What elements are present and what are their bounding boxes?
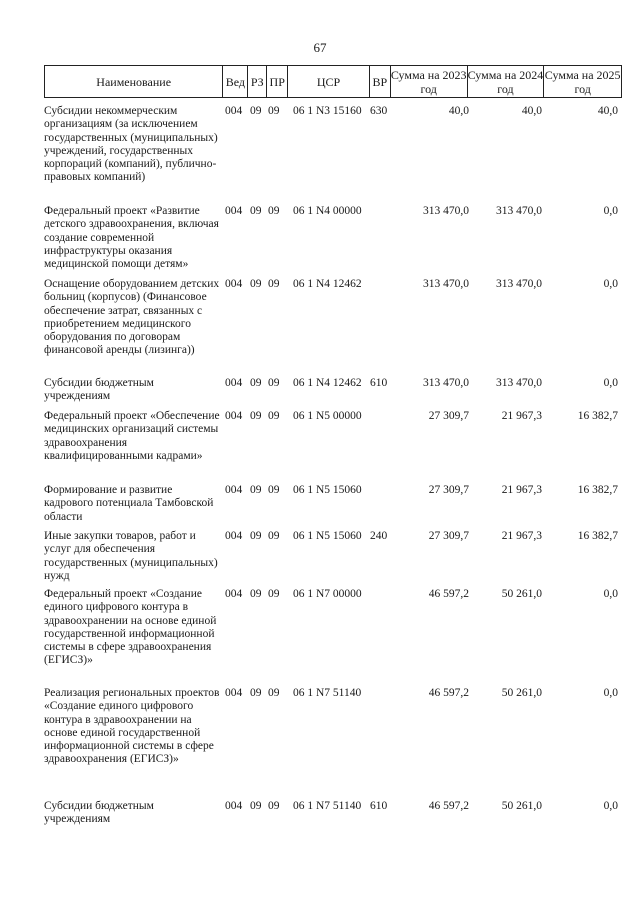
row-vr: 610 [370, 800, 388, 812]
row-pr: 09 [268, 687, 280, 699]
row-csr: 06 1 N5 15060 [293, 530, 362, 542]
row-vr: 240 [370, 530, 388, 542]
row-sum-2023: 40,0 [448, 105, 469, 117]
row-sum-2024: 50 261,0 [501, 800, 542, 812]
row-sum-2025: 0,0 [603, 588, 618, 600]
row-sum-2023: 27 309,7 [428, 410, 469, 422]
row-rz: 09 [250, 205, 262, 217]
row-name: Федеральный проект «Обеспечение медицинских организаций системы здравоохранения квалифицированными кадрами» [44, 410, 220, 462]
row-sum-2024: 313 470,0 [496, 278, 542, 290]
row-rz: 09 [250, 687, 262, 699]
row-vr: 610 [370, 377, 388, 389]
row-ved: 004 [225, 105, 243, 117]
row-ved: 004 [225, 278, 243, 290]
row-sum-2023: 46 597,2 [428, 800, 469, 812]
header-sum-2023: Сумма на 2023 год [390, 67, 467, 96]
row-pr: 09 [268, 530, 280, 542]
row-name: Федеральный проект «Развитие детского здравоохранения, включая создание современной инфраструктуры оказания медицинской помощи детям» [44, 205, 219, 271]
row-sum-2023: 46 597,2 [428, 687, 469, 699]
row-pr: 09 [268, 484, 280, 496]
row-pr: 09 [268, 105, 280, 117]
row-csr: 06 1 N3 15160 [293, 105, 362, 117]
row-ved: 004 [225, 377, 243, 389]
row-vr: 630 [370, 105, 388, 117]
row-name: Субсидии некоммерческим организациям (за исключением государственных (муниципальных) учреждений, государственных корпораций (компаний), публично-правовых компаний) [44, 105, 218, 184]
row-rz: 09 [250, 588, 262, 600]
row-sum-2024: 50 261,0 [501, 687, 542, 699]
row-sum-2024: 21 967,3 [501, 530, 542, 542]
row-csr: 06 1 N4 12462 [293, 377, 362, 389]
row-sum-2025: 0,0 [603, 377, 618, 389]
row-ved: 004 [225, 530, 243, 542]
page-number: 67 [313, 40, 327, 55]
row-sum-2025: 0,0 [603, 800, 618, 812]
row-rz: 09 [250, 278, 262, 290]
row-name: Иные закупки товаров, работ и услуг для обеспечения государственных (муниципальных) нужд [44, 530, 218, 582]
row-sum-2025: 0,0 [603, 205, 618, 217]
row-csr: 06 1 N4 12462 [293, 278, 362, 290]
row-pr: 09 [268, 205, 280, 217]
row-csr: 06 1 N7 00000 [293, 588, 362, 600]
header-sum-2025: Сумма на 2025 год [544, 67, 621, 96]
row-ved: 004 [225, 588, 243, 600]
row-sum-2025: 16 382,7 [577, 484, 618, 496]
row-sum-2023: 46 597,2 [428, 588, 469, 600]
row-sum-2023: 313 470,0 [423, 377, 469, 389]
row-csr: 06 1 N7 51140 [293, 800, 362, 812]
header-pr: ПР [267, 66, 288, 97]
row-ved: 004 [225, 205, 243, 217]
row-pr: 09 [268, 588, 280, 600]
row-sum-2025: 16 382,7 [577, 410, 618, 422]
row-name: Федеральный проект «Создание единого цифрового контура в здравоохранении на основе единой государственной информационной системы в сфере здравоохранения (ЕГИСЗ)» [44, 588, 217, 667]
row-sum-2023: 27 309,7 [428, 530, 469, 542]
row-sum-2025: 16 382,7 [577, 530, 618, 542]
header-csr: ЦСР [288, 66, 370, 97]
row-rz: 09 [250, 484, 262, 496]
row-sum-2025: 0,0 [603, 687, 618, 699]
row-sum-2024: 313 470,0 [496, 205, 542, 217]
row-rz: 09 [250, 105, 262, 117]
row-csr: 06 1 N5 15060 [293, 484, 362, 496]
row-sum-2023: 313 470,0 [423, 278, 469, 290]
header-rz: РЗ [248, 66, 267, 97]
row-sum-2023: 27 309,7 [428, 484, 469, 496]
row-csr: 06 1 N4 00000 [293, 205, 362, 217]
row-name: Субсидии бюджетным учреждениям [44, 377, 154, 403]
row-name: Оснащение оборудованием детских больниц (корпусов) (Финансовое обеспечение затрат, связанных с приобретением медицинского оборудования по договорам финансовой аренды (лизинга)) [44, 278, 220, 357]
row-csr: 06 1 N5 00000 [293, 410, 362, 422]
row-csr: 06 1 N7 51140 [293, 687, 362, 699]
row-sum-2024: 40,0 [521, 105, 542, 117]
row-rz: 09 [250, 410, 262, 422]
row-sum-2024: 313 470,0 [496, 377, 542, 389]
row-ved: 004 [225, 410, 243, 422]
row-pr: 09 [268, 377, 280, 389]
row-rz: 09 [250, 530, 262, 542]
row-ved: 004 [225, 800, 243, 812]
header-vr: ВР [370, 66, 391, 97]
header-sum-2024: Сумма на 2024 год [467, 67, 544, 96]
row-name: Формирование и развитие кадрового потенциала Тамбовской области [44, 484, 214, 523]
row-pr: 09 [268, 410, 280, 422]
row-sum-2025: 40,0 [597, 105, 618, 117]
row-pr: 09 [268, 800, 280, 812]
row-sum-2024: 50 261,0 [501, 588, 542, 600]
row-pr: 09 [268, 278, 280, 290]
row-name: Субсидии бюджетным учреждениям [44, 800, 154, 826]
row-sum-2023: 313 470,0 [423, 205, 469, 217]
row-name: Реализация региональных проектов «Создание единого цифрового контура в здравоохранении на основе единой государственной информационной системы в сфере здравоохранения (ЕГИСЗ)» [44, 687, 220, 766]
row-ved: 004 [225, 687, 243, 699]
row-sum-2024: 21 967,3 [501, 484, 542, 496]
header-ved: Вед [223, 66, 248, 97]
row-ved: 004 [225, 484, 243, 496]
table-header [44, 65, 622, 98]
row-sum-2025: 0,0 [603, 278, 618, 290]
row-rz: 09 [250, 377, 262, 389]
row-rz: 09 [250, 800, 262, 812]
row-sum-2024: 21 967,3 [501, 410, 542, 422]
header-name: Наименование [45, 66, 223, 97]
